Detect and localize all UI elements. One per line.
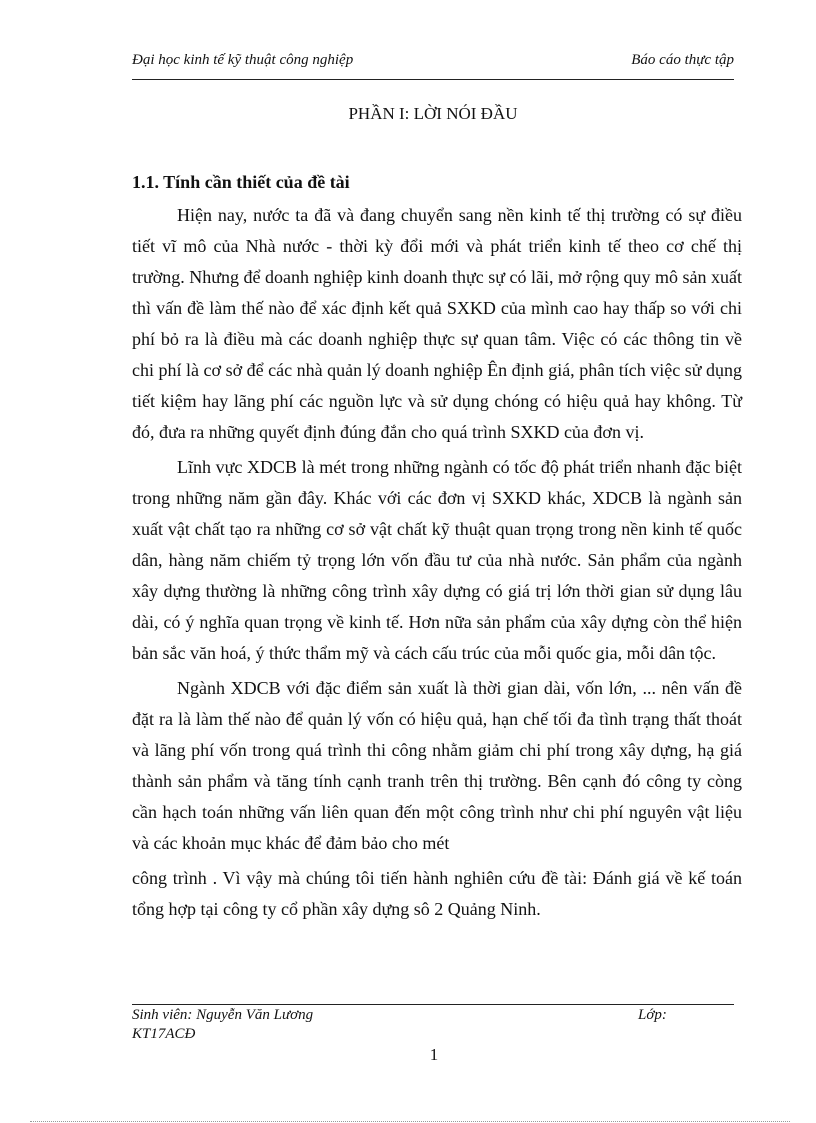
page-header	[132, 52, 734, 76]
part-title: PHẦN I: LỜI NÓI ĐẦU	[348, 104, 518, 123]
paragraph-4: công trình . Vì vậy mà chúng tôi tiến hành nghiên cứu đề tài: Đánh giá về kế toán tổng hợp tại công ty cổ phần xây dựng sô 2 Quảng Ninh.	[132, 868, 742, 919]
footer-student: Sinh viên: Nguyễn Văn Lương	[132, 1007, 314, 1023]
body-text	[132, 200, 742, 925]
header-divider	[132, 79, 734, 80]
header-report-type: Báo cáo thực tập	[631, 52, 734, 68]
footer-class-value: KT17ACĐ	[132, 1026, 196, 1042]
paragraph-1: Hiện nay, nước ta đã và đang chuyển sang nền kinh tế thị trường có sự điều tiết vĩ mô của Nhà nước - thời kỳ đổi mới và phát triển kinh tế theo cơ chế thị trường. Nhưng để doanh nghiệp kinh doanh thực sự có lãi, mở rộng quy mô sản xuất thì vấn đề làm thế nào để xác định kết quả SXKD của mình cao hay thấp so với chi phí bỏ ra là điều mà các doanh nghiệp thực sự quan tâm. Việc có các thông tin về chi phí là cơ sở để các nhà quản lý doanh nghiệp Ên định giá, phân tích việc sử dụng tiết kiệm hay lãng phí các nguồn lực và sử dụng chóng có hiệu quả hay không. Từ đó, đưa ra những quyết định đúng đắn cho quá trình SXKD của đơn vị.	[132, 205, 742, 442]
footer-divider	[132, 1004, 734, 1005]
paragraph-3: Ngành XDCB với đặc điểm sản xuất là thời gian dài, vốn lớn, ... nên vấn đề đặt ra là làm thế nào để quản lý vốn có hiệu quả, hạn chế tối đa tình trạng thất thoát và lãng phí vốn trong quá trình thi công nhằm giảm chi phí trong xây dựng, hạ giá thành sản phẩm và tăng tính cạnh tranh trên thị trường. Bên cạnh đó công ty còng cần hạch toán những vấn liên quan đến một công trình như chi phí nguyên vật liệu và các khoản mục khác để đảm bảo cho mét	[132, 678, 742, 853]
paragraph-2: Lĩnh vực XDCB là mét trong những ngành có tốc độ phát triển nhanh đặc biệt trong những năm gần đây. Khác với các đơn vị SXKD khác, XDCB là ngành sản xuất vật chất tạo ra những cơ sở vật chất kỹ thuật quan trọng trong nền kinh tế quốc dân, hàng năm chiếm tỷ trọng lớn vốn đầu tư của nhà nước. Sản phẩm của ngành xây dựng thường là những công trình xây dựng có giá trị lớn thời gian sử dụng lâu dài, có ý nghĩa quan trọng về kinh tế. Hơn nữa sản phẩm của xây dựng còn thể hiện bản sắc văn hoá, ý thức thẩm mỹ và cách cấu trúc của mỗi quốc gia, mỗi dân tộc.	[132, 457, 742, 663]
footer-class-label: Lớp:	[638, 1007, 667, 1023]
header-university: Đại học kinh tế kỹ thuật công nghiệp	[132, 52, 354, 68]
section-heading: 1.1. Tính cần thiết của đề tài	[132, 172, 350, 192]
page-bottom-border	[30, 1121, 790, 1122]
page-number: 1	[429, 1045, 439, 1064]
